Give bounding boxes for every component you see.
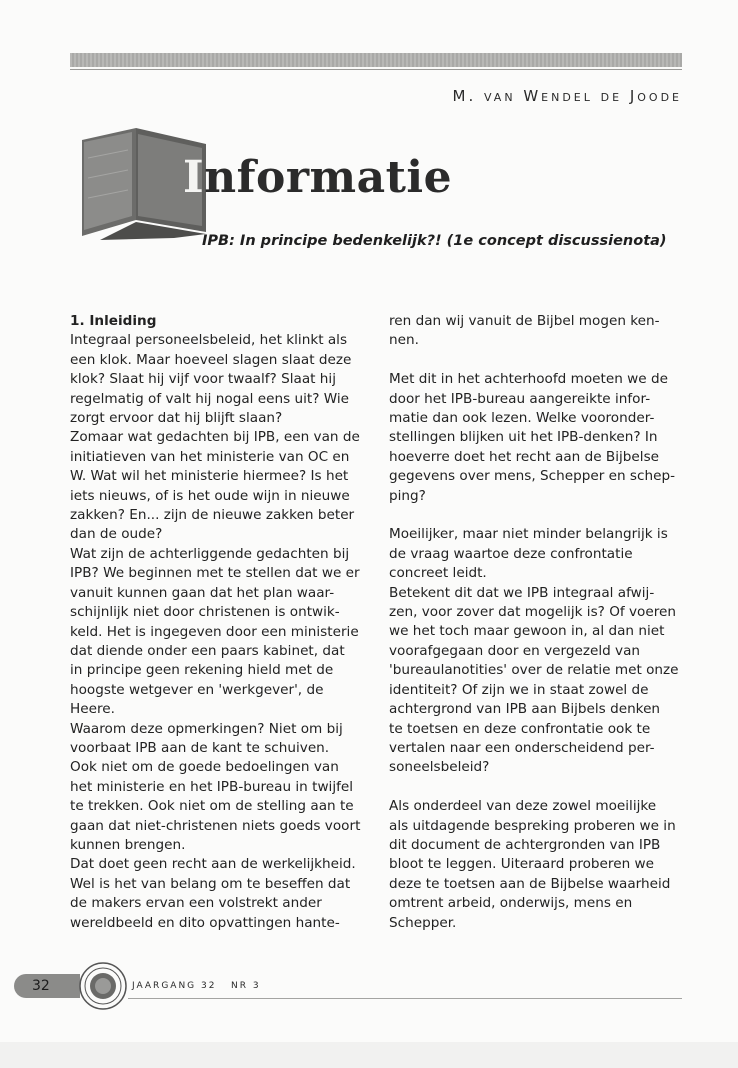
header-rule <box>70 69 682 70</box>
paragraph: Wat zijn de achterliggende gedachten bij IPB? We beginnen met te stellen dat we er vanuit kunnen gaan dat het plan waar- schijnlijk niet door christenen is ontwik- keld. Het is ingegeven door een ministerie dat diende onder een paars kabinet, dat in principe geen rekening hield met de hoogste wetgever en 'werkgever', de Heere. <box>70 545 360 718</box>
article-subtitle: IPB: In principe bedenkelijk?! (1e concept discussienota) <box>202 233 667 249</box>
paragraph: Dat doet geen recht aan de werkelijkheid. Wel is het van belang om te beseffen dat de makers ervan een volstrekt ander wereldbeeld en dito opvattingen hante- <box>70 856 356 931</box>
right-column <box>389 312 689 933</box>
journal-issue: JAARGANG 32 NR 3 <box>132 981 261 991</box>
paragraph: Moeilijker, maar niet minder belangrijk is de vraag waartoe deze confrontatie concreet leidt. <box>389 526 668 582</box>
paragraph: Waarom deze opmerkingen? Niet om bij voorbaat IPB aan de kant te schuiven. Ook niet om de goede bedoelingen van het ministerie en het IPB-bureau in twijfel te trekken. Ook niet om de stelling aan te gaan dat niet-christenen niets goeds voort kunnen brengen. <box>70 720 361 853</box>
footer-rule <box>128 998 682 999</box>
paragraph: Als onderdeel van deze zowel moeilijke als uitdagende bespreking proberen we in dit document de achtergronden van IPB bloot te leggen. Uiteraard proberen we deze te toetsen aan de Bijbelse waarheid omtrent arbeid, onderwijs, mens en Schepper. <box>389 798 676 931</box>
left-column <box>70 312 362 933</box>
title-initial: I <box>183 152 205 203</box>
article-heading: 1. Inleiding <box>70 313 157 329</box>
paragraph: Betekent dit dat we IPB integraal afwij- zen, voor zover dat mogelijk is? Of voeren we het toch maar gewoon in, al dan niet voorafgegaan door en vergezeld van 'bureaulanotities' over de relatie met onze identiteit? Of zijn we in staat zowel de achtergrond van IPB aan Bijbels denken te toetsen en deze confrontatie ook te vertalen naar een onderscheidend per- soneelsbeleid? <box>389 584 679 776</box>
paragraph: Met dit in het achterhoofd moeten we de door het IPB-bureau aangereikte infor- matie dan ook lezen. Welke vooronder- stellingen blijken uit het IPB-denken? In hoeverre doet het recht aan de Bijbelse gegevens over mens, Schepper en schep- ping? <box>389 371 675 504</box>
journal-emblem-icon <box>78 961 128 1011</box>
paragraph: Zomaar wat gedachten bij IPB, een van de initiatieven van het ministerie van OC en W. Wat wil het ministerie hiermee? Is het iets nieuws, of is het oude wijn in nieuwe zakken? En... zijn de nieuwe zakken beter dan de oude? <box>70 429 360 543</box>
paragraph: Integraal personeelsbeleid, het klinkt als een klok. Maar hoeveel slagen slaat deze klok? Slaat hij vijf voor twaalf? Slaat hij regelmatig of valt hij nogal eens uit? Wie zorgt ervoor dat hij blijft slaan? <box>70 332 352 427</box>
title-rest: nformatie <box>204 152 453 203</box>
page-number: 32 <box>32 978 50 994</box>
paragraph: ren dan wij vanuit de Bijbel mogen ken- nen. <box>389 313 660 349</box>
header-band <box>70 53 682 67</box>
section-title <box>183 152 452 203</box>
page-bottom-edge <box>0 1042 738 1068</box>
author-name: M. van Wendel de Joode <box>452 87 682 105</box>
